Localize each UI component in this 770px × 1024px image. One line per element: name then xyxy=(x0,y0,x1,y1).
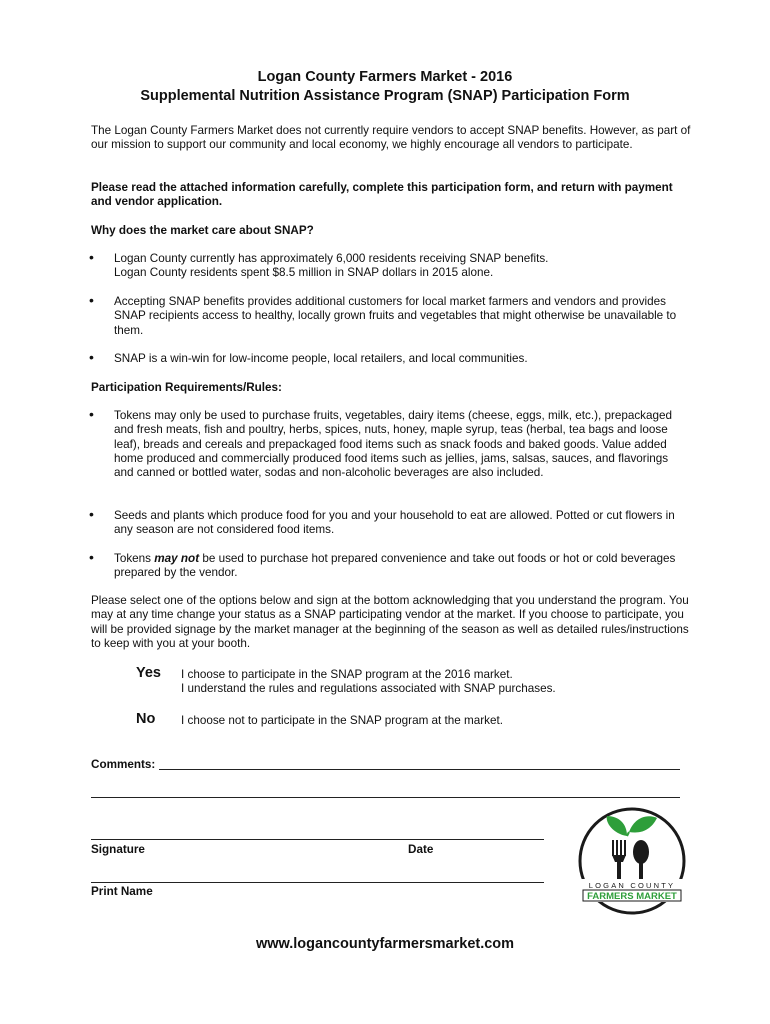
footer-url[interactable]: www.logancountyfarmersmarket.com xyxy=(255,936,515,952)
signature-line[interactable] xyxy=(91,839,544,840)
print-name-line[interactable] xyxy=(91,882,544,883)
bullet-dot: • xyxy=(89,406,94,422)
yes-option-label[interactable]: Yes xyxy=(136,665,161,681)
no-option-text: I choose not to participate in the SNAP program at the market. xyxy=(181,714,504,727)
bullet-dot: • xyxy=(89,549,94,565)
yes-option-text: I choose to participate in the SNAP program at the 2016 market. I understand the rules and regulations associated with SNAP purchases. xyxy=(181,668,556,696)
title-line-2: Supplemental Nutrition Assistance Program (SNAP) Participation Form xyxy=(140,88,630,104)
rules-bullet xyxy=(89,549,691,581)
why-heading: Why does the market care about SNAP? xyxy=(91,224,314,237)
rules-bullet-2-text: Seeds and plants which produce food for you and your household to eat are allowed. Potted or cut flowers in any season are not considered food items. xyxy=(114,509,675,537)
comments-label: Comments: xyxy=(91,758,156,771)
logo-text-line-2: FARMERS MARKET xyxy=(587,891,677,902)
why-bullet xyxy=(89,349,691,366)
signature-label: Signature xyxy=(91,843,145,856)
farmers-market-logo xyxy=(577,806,687,916)
comments-line-1[interactable] xyxy=(159,769,680,770)
select-paragraph: Please select one of the options below and sign at the bottom acknowledging that you understand the program. You may at any time change your status as a SNAP participating vendor at the market. If you choose to participate, you will be provided signage by the market manager at the beginning of the season as well as detailed rules/instructions to keep with you at your booth. xyxy=(91,594,689,650)
print-name-label: Print Name xyxy=(91,885,153,898)
comments-line-2[interactable] xyxy=(91,797,680,798)
why-bullet-3-text: SNAP is a win-win for low-income people, local retailers, and local communities. xyxy=(114,352,528,365)
intro-paragraph: The Logan County Farmers Market does not currently require vendors to accept SNAP benefits. However, as part of our mission to support our community and local economy, we highly encourage all vendors to participate. xyxy=(91,124,691,152)
why-bullet xyxy=(89,292,691,338)
logo-text-line-1: LOGAN COUNTY xyxy=(588,881,676,890)
rules-heading: Participation Requirements/Rules: xyxy=(91,381,282,394)
bullet-dot: • xyxy=(89,349,94,365)
rules-bullet-3-text: Tokens may not be used to purchase hot prepared convenience and take out foods or hot or cold beverages prepared by the vendor. xyxy=(114,552,676,580)
why-bullet-2-text: Accepting SNAP benefits provides additional customers for local market farmers and vendors and provides SNAP recipients access to healthy, locally grown fruits and vegetables that might otherwise be unavailable to them. xyxy=(114,295,677,337)
form-title xyxy=(0,68,770,106)
why-bullet-1-line1: Logan County currently has approximately 6,000 residents receiving SNAP benefits. xyxy=(114,252,549,265)
title-line-1: Logan County Farmers Market - 2016 xyxy=(257,69,513,85)
why-bullet-1-line2: Logan County residents spent $8.5 million in SNAP dollars in 2015 alone. xyxy=(114,266,494,280)
rules-bullet xyxy=(89,406,691,480)
bullet-dot: • xyxy=(89,506,94,522)
why-bullet xyxy=(89,249,691,281)
bullet-dot: • xyxy=(89,249,94,265)
rules-bullet-1-text: Tokens may only be used to purchase fruits, vegetables, dairy items (cheese, eggs, milk, etc.), prepackaged and fresh meats, fish and poultry, herbs, spices, nuts, honey, maple syrup, teas (herbal, tea bags and loose leaf), breads and cereals and prepackaged food items such as snack foods and baked goods. Value added home produced and commercially produced food items such as jellies, jams, salsas, sauces, and flavorings and canned or bottled water, sodas and non-alcoholic beverages are also included. xyxy=(114,409,673,480)
bullet-dot: • xyxy=(89,292,94,308)
emphasis-may-not: may not xyxy=(154,552,200,565)
instruction-paragraph: Please read the attached information carefully, complete this participation form, and return with payment and vendor application. xyxy=(91,181,673,209)
date-label: Date xyxy=(408,843,434,856)
no-option-label[interactable]: No xyxy=(136,711,156,727)
rules-bullet xyxy=(89,506,691,538)
